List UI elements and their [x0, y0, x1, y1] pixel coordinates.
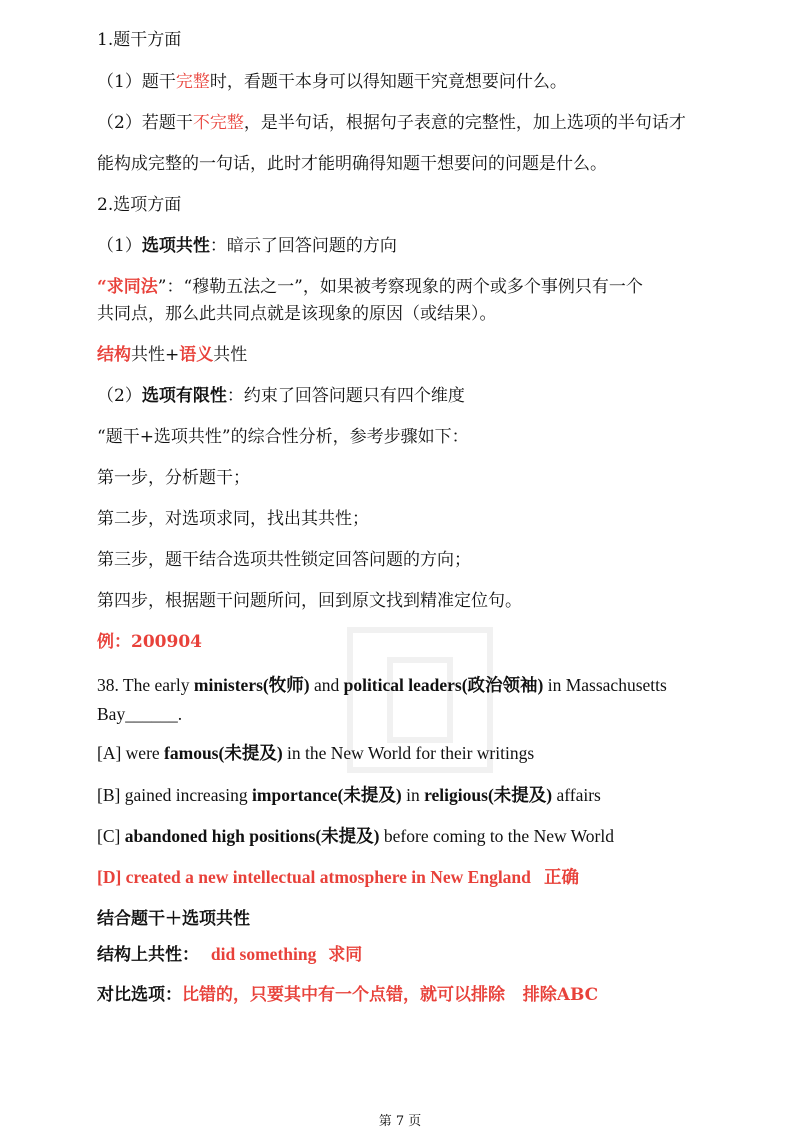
question-38-line2: Bay______.: [97, 704, 183, 724]
gongxing-line: 结构共性+语义共性: [97, 345, 248, 365]
sec1-point-2: （2）若题干不完整，是半句话，根据句子表意的完整性，加上选项的半句话才: [97, 113, 686, 133]
sec2-point-2: （2）选项有限性：约束了回答问题只有四个维度: [97, 386, 465, 406]
option-d: [D] created a new intellectual atmosphere in New England 正确: [97, 867, 580, 887]
qiutong-paragraph: “求同法”：“穆勒五法之一”，如果被考察现象的两个或多个事例只有一个: [97, 277, 643, 297]
correct-badge: 正确: [544, 867, 580, 887]
step-4: 第四步，根据题干问题所问，回到原文找到精准定位句。: [97, 591, 522, 611]
qiutong-paragraph-line2: 共同点，那么此共同点就是该现象的原因（或结果）。: [97, 304, 497, 324]
contrast-options: 对比选项：比错的，只要其中有一个点错，就可以排除 排除ABC: [97, 985, 599, 1005]
sec1-point-1: （1）题干完整时，看题干本身可以得知题干究竟想要问什么。: [97, 72, 567, 92]
option-b: [B] gained increasing importance(未提及) in religious(未提及) affairs: [97, 785, 601, 805]
step-1: 第一步，分析题干；: [97, 468, 250, 488]
step-3: 第三步，题干结合选项共性锁定回答问题的方向；: [97, 550, 471, 570]
sec2-point-1: （1）选项共性：暗示了回答问题的方向: [97, 236, 397, 256]
option-c: [C] abandoned high positions(未提及) before coming to the New World: [97, 826, 614, 846]
analysis-intro: “题干+选项共性”的综合性分析，参考步骤如下：: [97, 427, 469, 447]
step-2: 第二步，对选项求同，找出其共性；: [97, 509, 369, 529]
option-a: [A] were famous(未提及) in the New World for their writings: [97, 743, 535, 763]
page-number: 第 7 页: [378, 1114, 422, 1129]
structure-commonality: 结构上共性： did something 求同: [97, 944, 363, 965]
example-label: 例：200904: [97, 632, 202, 652]
section-2-title: 2.选项方面: [97, 195, 182, 215]
question-38: 38. The early ministers(牧师) and political leaders(政治领袖) in Massachusetts: [97, 675, 667, 695]
sec1-point-2-line2: 能构成完整的一句话，此时才能明确得知题干想要问的问题是什么。: [97, 154, 607, 174]
combine-heading: 结合题干＋选项共性: [97, 909, 250, 929]
section-1-title: 1.题干方面: [97, 30, 182, 50]
